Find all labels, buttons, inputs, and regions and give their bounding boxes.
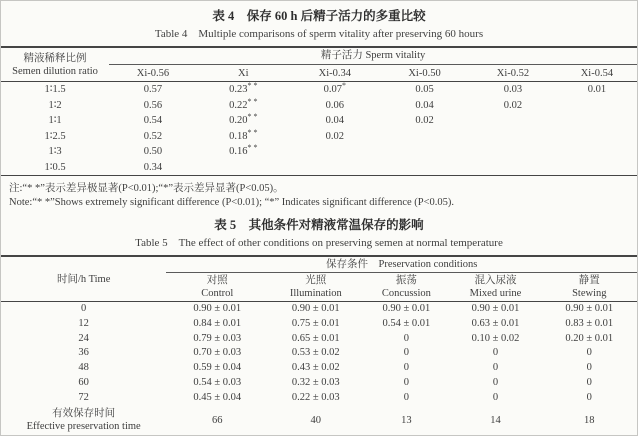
- row-header-cell: 12: [78, 317, 89, 329]
- value-cell: 0.56: [143, 99, 163, 111]
- row-header-cell: 24: [78, 332, 89, 344]
- table4: [1, 46, 637, 176]
- table-row: [1, 82, 637, 98]
- value-cell: [380, 144, 469, 160]
- table-row: [1, 129, 637, 145]
- table-row: [1, 332, 637, 347]
- value-cell: 0.59 ± 0.04: [193, 362, 242, 374]
- value-cell: 0.50: [143, 146, 163, 157]
- table5-title-en: Table 5 The effect of other conditions on preserving semen at normal temperature: [135, 237, 503, 249]
- table-row: [1, 98, 637, 114]
- value-cell: 0.84 ± 0.01: [193, 317, 242, 329]
- value-cell: 0.04: [415, 99, 434, 111]
- value-cell: [469, 113, 557, 129]
- table4-note-zh: 注:“* *”表示差异极显著(P<0.01);“*”表示差异显著(P<0.05)。: [9, 183, 284, 194]
- subheader-en: Stewing: [572, 288, 607, 299]
- value-cell: 0.53 ± 0.02: [291, 347, 340, 359]
- value-cell: 0.20 ± 0.01: [565, 332, 614, 344]
- value-cell: 0.05: [415, 84, 434, 95]
- significance-marker: * *: [247, 113, 258, 121]
- table4-subheader: Xi-0.34: [290, 65, 380, 82]
- value-cell: [557, 113, 637, 129]
- table4-subheader: Xi: [197, 65, 290, 82]
- value-cell: 0.22 ± 0.03: [291, 391, 340, 403]
- value-cell: 14: [449, 406, 541, 436]
- row-header-cell: 1∶1: [48, 115, 62, 126]
- table5-footer-row: [1, 406, 637, 436]
- effective-time-label-zh: 有效保存时间: [52, 408, 116, 420]
- value-cell: 0.16* *: [229, 144, 258, 157]
- subheader-en: Control: [201, 288, 234, 299]
- table4-subheader: Xi-0.54: [557, 65, 637, 82]
- value-cell: 18: [542, 406, 637, 436]
- table5-subheader: [364, 273, 450, 302]
- table-row: [1, 361, 637, 376]
- value-cell: 0: [586, 391, 592, 403]
- value-cell: [469, 160, 557, 176]
- table4-col1-header: [1, 47, 109, 82]
- value-cell: 0.90 ± 0.01: [471, 303, 520, 314]
- value-cell: 0: [403, 347, 410, 359]
- table4-title-zh: 表 4 保存 60 h 后精子活力的多重比较: [212, 9, 426, 23]
- table5-col1-header: 时间/h Time: [1, 256, 166, 302]
- value-cell: 0: [492, 376, 499, 388]
- row-header-cell: 72: [78, 391, 89, 403]
- value-cell: 0: [492, 347, 499, 359]
- value-cell: 0: [586, 376, 592, 388]
- significance-marker: * *: [247, 81, 258, 90]
- table-row: [1, 317, 637, 332]
- value-cell: 0.90 ± 0.01: [565, 303, 614, 314]
- value-cell: 0.07*: [323, 81, 347, 95]
- table-row: [1, 160, 637, 176]
- value-cell: [469, 144, 557, 160]
- value-cell: 0: [492, 391, 499, 403]
- table5-subheader: [542, 273, 637, 302]
- value-cell: 0: [403, 391, 410, 403]
- table4-span-header: 精子活力 Sperm vitality: [109, 47, 637, 65]
- table4-subheader: Xi-0.56: [109, 65, 197, 82]
- table-row: [1, 391, 637, 406]
- row-header-cell: 60: [78, 376, 89, 388]
- row-header-cell: 1∶1.5: [44, 84, 66, 95]
- table5-subheader: [449, 273, 541, 302]
- table4-subheader: Xi-0.52: [469, 65, 557, 82]
- value-cell: [469, 129, 557, 145]
- effective-time-label: [1, 406, 166, 436]
- table-row: [1, 376, 637, 391]
- row-header-cell: 36: [78, 347, 89, 359]
- subheader-zh: 振荡: [395, 275, 417, 286]
- value-cell: 0.22* *: [229, 97, 258, 111]
- value-cell: 0.70 ± 0.03: [193, 347, 242, 359]
- table5-body: [1, 302, 637, 406]
- value-cell: 0.18* *: [229, 128, 258, 142]
- value-cell: 0: [586, 362, 592, 374]
- value-cell: [380, 160, 469, 176]
- value-cell: [557, 129, 637, 145]
- table5-subheader: [268, 273, 363, 302]
- value-cell: [290, 160, 380, 176]
- value-cell: 0.06: [325, 99, 345, 111]
- row-header-cell: 0: [81, 303, 87, 314]
- value-cell: 0: [403, 332, 410, 344]
- table5-title-zh: 表 5 其他条件对精液常温保存的影响: [214, 218, 424, 232]
- table4-col1-header-zh: 精液稀释比例: [23, 52, 87, 64]
- value-cell: 0.75 ± 0.01: [291, 317, 340, 329]
- value-cell: 40: [268, 406, 363, 436]
- table4-note-en: Note:“* *”Shows extremely significant difference (P<0.01); “*” Indicates significant difference (P<0.05).: [9, 197, 455, 208]
- value-cell: [290, 144, 380, 160]
- value-cell: 0.02: [415, 115, 434, 126]
- table5: [1, 255, 637, 436]
- value-cell: 0: [403, 362, 410, 374]
- row-header-cell: 1∶3: [48, 146, 62, 157]
- value-cell: 0.01: [587, 84, 607, 95]
- significance-marker: *: [342, 81, 347, 90]
- value-cell: 0.03: [503, 84, 523, 95]
- significance-marker: * *: [247, 144, 258, 152]
- value-cell: 0.20* *: [229, 113, 258, 126]
- table-row: [1, 302, 637, 317]
- effective-time-label-en: Effective preservation time: [26, 421, 141, 433]
- table4-notes: [9, 182, 637, 210]
- subheader-zh: 光照: [305, 275, 327, 286]
- value-cell: 13: [364, 406, 450, 436]
- subheader-zh: 静置: [578, 275, 600, 286]
- value-cell: 0.43 ± 0.02: [291, 362, 340, 374]
- value-cell: 0.57: [143, 84, 163, 95]
- table5-span-header: 保存条件 Preservation conditions: [166, 256, 637, 273]
- subheader-en: Illumination: [289, 288, 342, 299]
- value-cell: 0: [586, 347, 592, 359]
- value-cell: 0.65 ± 0.01: [291, 332, 340, 344]
- subheader-zh: 对照: [206, 275, 228, 286]
- value-cell: 0.45 ± 0.04: [193, 391, 242, 403]
- value-cell: 0.54: [143, 115, 163, 126]
- value-cell: 0.10 ± 0.02: [471, 332, 520, 344]
- value-cell: 0: [492, 362, 499, 374]
- row-header-cell: 1∶2.5: [44, 130, 66, 142]
- value-cell: 0.02: [503, 99, 523, 111]
- subheader-en: Concussion: [381, 288, 431, 299]
- row-header-cell: 1∶2: [48, 99, 62, 111]
- row-header-cell: 1∶0.5: [1, 160, 109, 176]
- value-cell: 0.23* *: [229, 81, 258, 95]
- value-cell: 0.90 ± 0.01: [291, 303, 340, 314]
- value-cell: 0.79 ± 0.03: [193, 332, 242, 344]
- value-cell: 0.52: [143, 130, 163, 142]
- table4-subheader: Xi-0.50: [380, 65, 469, 82]
- value-cell: [197, 160, 290, 176]
- table4-col1-header-en: Semen dilution ratio: [12, 65, 98, 77]
- value-cell: 0.32 ± 0.03: [291, 376, 340, 388]
- value-cell: [557, 98, 637, 114]
- table-row: [1, 346, 637, 361]
- subheader-zh: 混入尿液: [474, 275, 517, 286]
- value-cell: 0.02: [325, 130, 345, 142]
- value-cell: 0.54 ± 0.01: [382, 317, 431, 329]
- table4-title-en: Table 4 Multiple comparisons of sperm vitality after preserving 60 hours: [154, 28, 484, 40]
- subheader-en: Mixed urine: [469, 288, 522, 299]
- value-cell: 0.83 ± 0.01: [565, 317, 614, 329]
- significance-marker: * *: [247, 128, 258, 137]
- value-cell: 0.90 ± 0.01: [382, 303, 431, 314]
- row-header-cell: 48: [78, 362, 89, 374]
- table-row: [1, 113, 637, 129]
- value-cell: 66: [166, 406, 268, 436]
- table-row: [1, 144, 637, 160]
- value-cell: 0.54 ± 0.03: [193, 376, 242, 388]
- value-cell: 0.04: [325, 115, 345, 126]
- value-cell: 0.34: [109, 160, 197, 176]
- value-cell: [557, 160, 637, 176]
- table5-subheader: [166, 273, 268, 302]
- value-cell: 0.90 ± 0.01: [193, 303, 242, 314]
- significance-marker: * *: [247, 97, 258, 106]
- value-cell: 0: [403, 376, 410, 388]
- value-cell: [380, 129, 469, 145]
- value-cell: 0.63 ± 0.01: [471, 317, 520, 329]
- table4-body: [1, 82, 637, 176]
- value-cell: [557, 144, 637, 160]
